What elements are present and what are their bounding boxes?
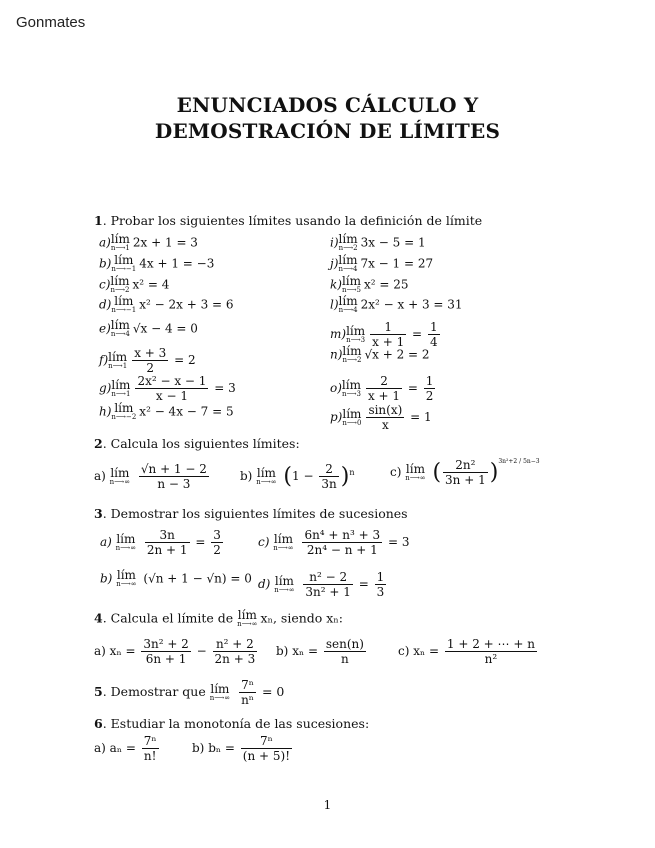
section-3-heading: 3. Demostrar los siguientes límites de sucesiones [94, 506, 408, 521]
exercise-6b: b) bₙ = $\frac{\text{7ⁿ}}{(n + 5)!}$ [192, 734, 291, 763]
section-6-heading: 6. Estudiar la monotonía de las sucesiones: [94, 716, 370, 731]
page-title [0, 92, 655, 144]
exercise-4a: a) xₙ = $\frac{\text{3n² + 2}}{6n + 1}$ − $\frac{\text{n² + 2}}{2n + 3}$ [94, 637, 256, 666]
exercise-1-item: j)lím n⟶4 7x − 1 = 27 [330, 253, 434, 273]
exercise-1-item: e)lím n⟶4 √x − 4 = 0 [99, 318, 198, 338]
exercise-1-item: k)lím n⟶5 x² = 25 [330, 274, 409, 294]
exercise-1-item: h) lím n⟶−2 x² − 4x − 7 = 5 [99, 401, 234, 421]
section-2-heading: 2. Calcula los siguientes límites: [94, 436, 300, 451]
exercise-3d: d) lím n⟶∞ $\frac{\text{n² − 2}}{\text{3n² + 1}}$ = $\frac{1}{3}$ [258, 570, 385, 599]
section-5: 5. Demostrar que lím n⟶∞ $\frac{\text{7ⁿ}}{\text{nⁿ}}$ = 0 [94, 678, 285, 707]
section-1-heading: 1. Probar los siguientes límites usando la definición de límite [94, 213, 483, 228]
exercise-1-item: c)lím n⟶2 x² = 4 [99, 274, 170, 294]
exercise-3c: c) lím n⟶∞ $\frac{\text{6n⁴ + n³ + 3}}{\text{2n⁴ − n + 1}}$ = 3 [258, 528, 410, 557]
exercise-1-item: g)lím n⟶1 $\frac{\text{2x² − x − 1}}{x - 1}$ = 3 [99, 374, 236, 403]
exercise-2a: a) lím n⟶∞ $\frac{√n + 1 - 2}{n - 3}$ [94, 462, 207, 491]
title-line-1: ENUNCIADOS CÁLCULO Y [176, 93, 479, 117]
exercise-4b: b) xₙ = $\frac{\text{sen(n)}}{n}$ [276, 637, 364, 666]
section-4-heading: 4. Calcula el límite de lím n⟶∞ xₙ, siendo xₙ: [94, 608, 343, 628]
exercise-1-item: d) lím n⟶−1 x² − 2x + 3 = 6 [99, 294, 234, 314]
exercise-1-item: a)lím n⟶1 2x + 1 = 3 [99, 232, 198, 252]
exercise-1-item: n)lím n⟶2 √x + 2 = 2 [330, 344, 430, 364]
exercise-1-item: p)lím n⟶0 $\frac{\sin(x)}{x}$ = 1 [330, 403, 432, 432]
exercise-6a: a) aₙ = $\frac{\text{7ⁿ}}{n!}$ [94, 734, 157, 763]
page-number: 1 [323, 798, 332, 812]
exercise-1-item: b) lím n⟶−1 4x + 1 = −3 [99, 253, 215, 273]
exercise-1-item: l)lím n⟶4 2x² − x + 3 = 31 [330, 294, 463, 314]
exercise-2b: b) lím n⟶∞ (1 − $\frac{2}{3n}$ )$^n$ [240, 462, 355, 491]
exercise-3a: a) lím n⟶∞ $\frac{3n}{2n + 1}$ = $\frac{3}{2}$ [100, 528, 221, 557]
exercise-4c: c) xₙ = $\frac{1 + 2 + \cdots + n}{\text{n²}}$ [398, 637, 535, 666]
exercise-2c: c) lím n⟶∞ ( $\frac{\text{2n²}}{3n + 1}$ )$^{3n^2+2 / 5n-3}$ [390, 458, 540, 487]
exercise-1-item: f)lím n⟶1 $\frac{x + 3}{2}$ = 2 [99, 346, 196, 375]
exercise-1-item: o)lím n⟶3 $\frac{2}{x + 1}$ = $\frac{1}{2}$ [330, 374, 434, 403]
exercise-1-item: m)lím n⟶3 $\frac{1}{x + 1}$ = $\frac{1}{4}$ [330, 320, 438, 349]
brand: Gonmates [16, 14, 86, 31]
exercise-3b: b) lím n⟶∞ (√n + 1 − √n) = 0 [100, 568, 252, 588]
exercise-1-item: i)lím n⟶2 3x − 5 = 1 [330, 232, 426, 252]
title-line-2: DEMOSTRACIÓN DE LÍMITES [154, 119, 501, 143]
